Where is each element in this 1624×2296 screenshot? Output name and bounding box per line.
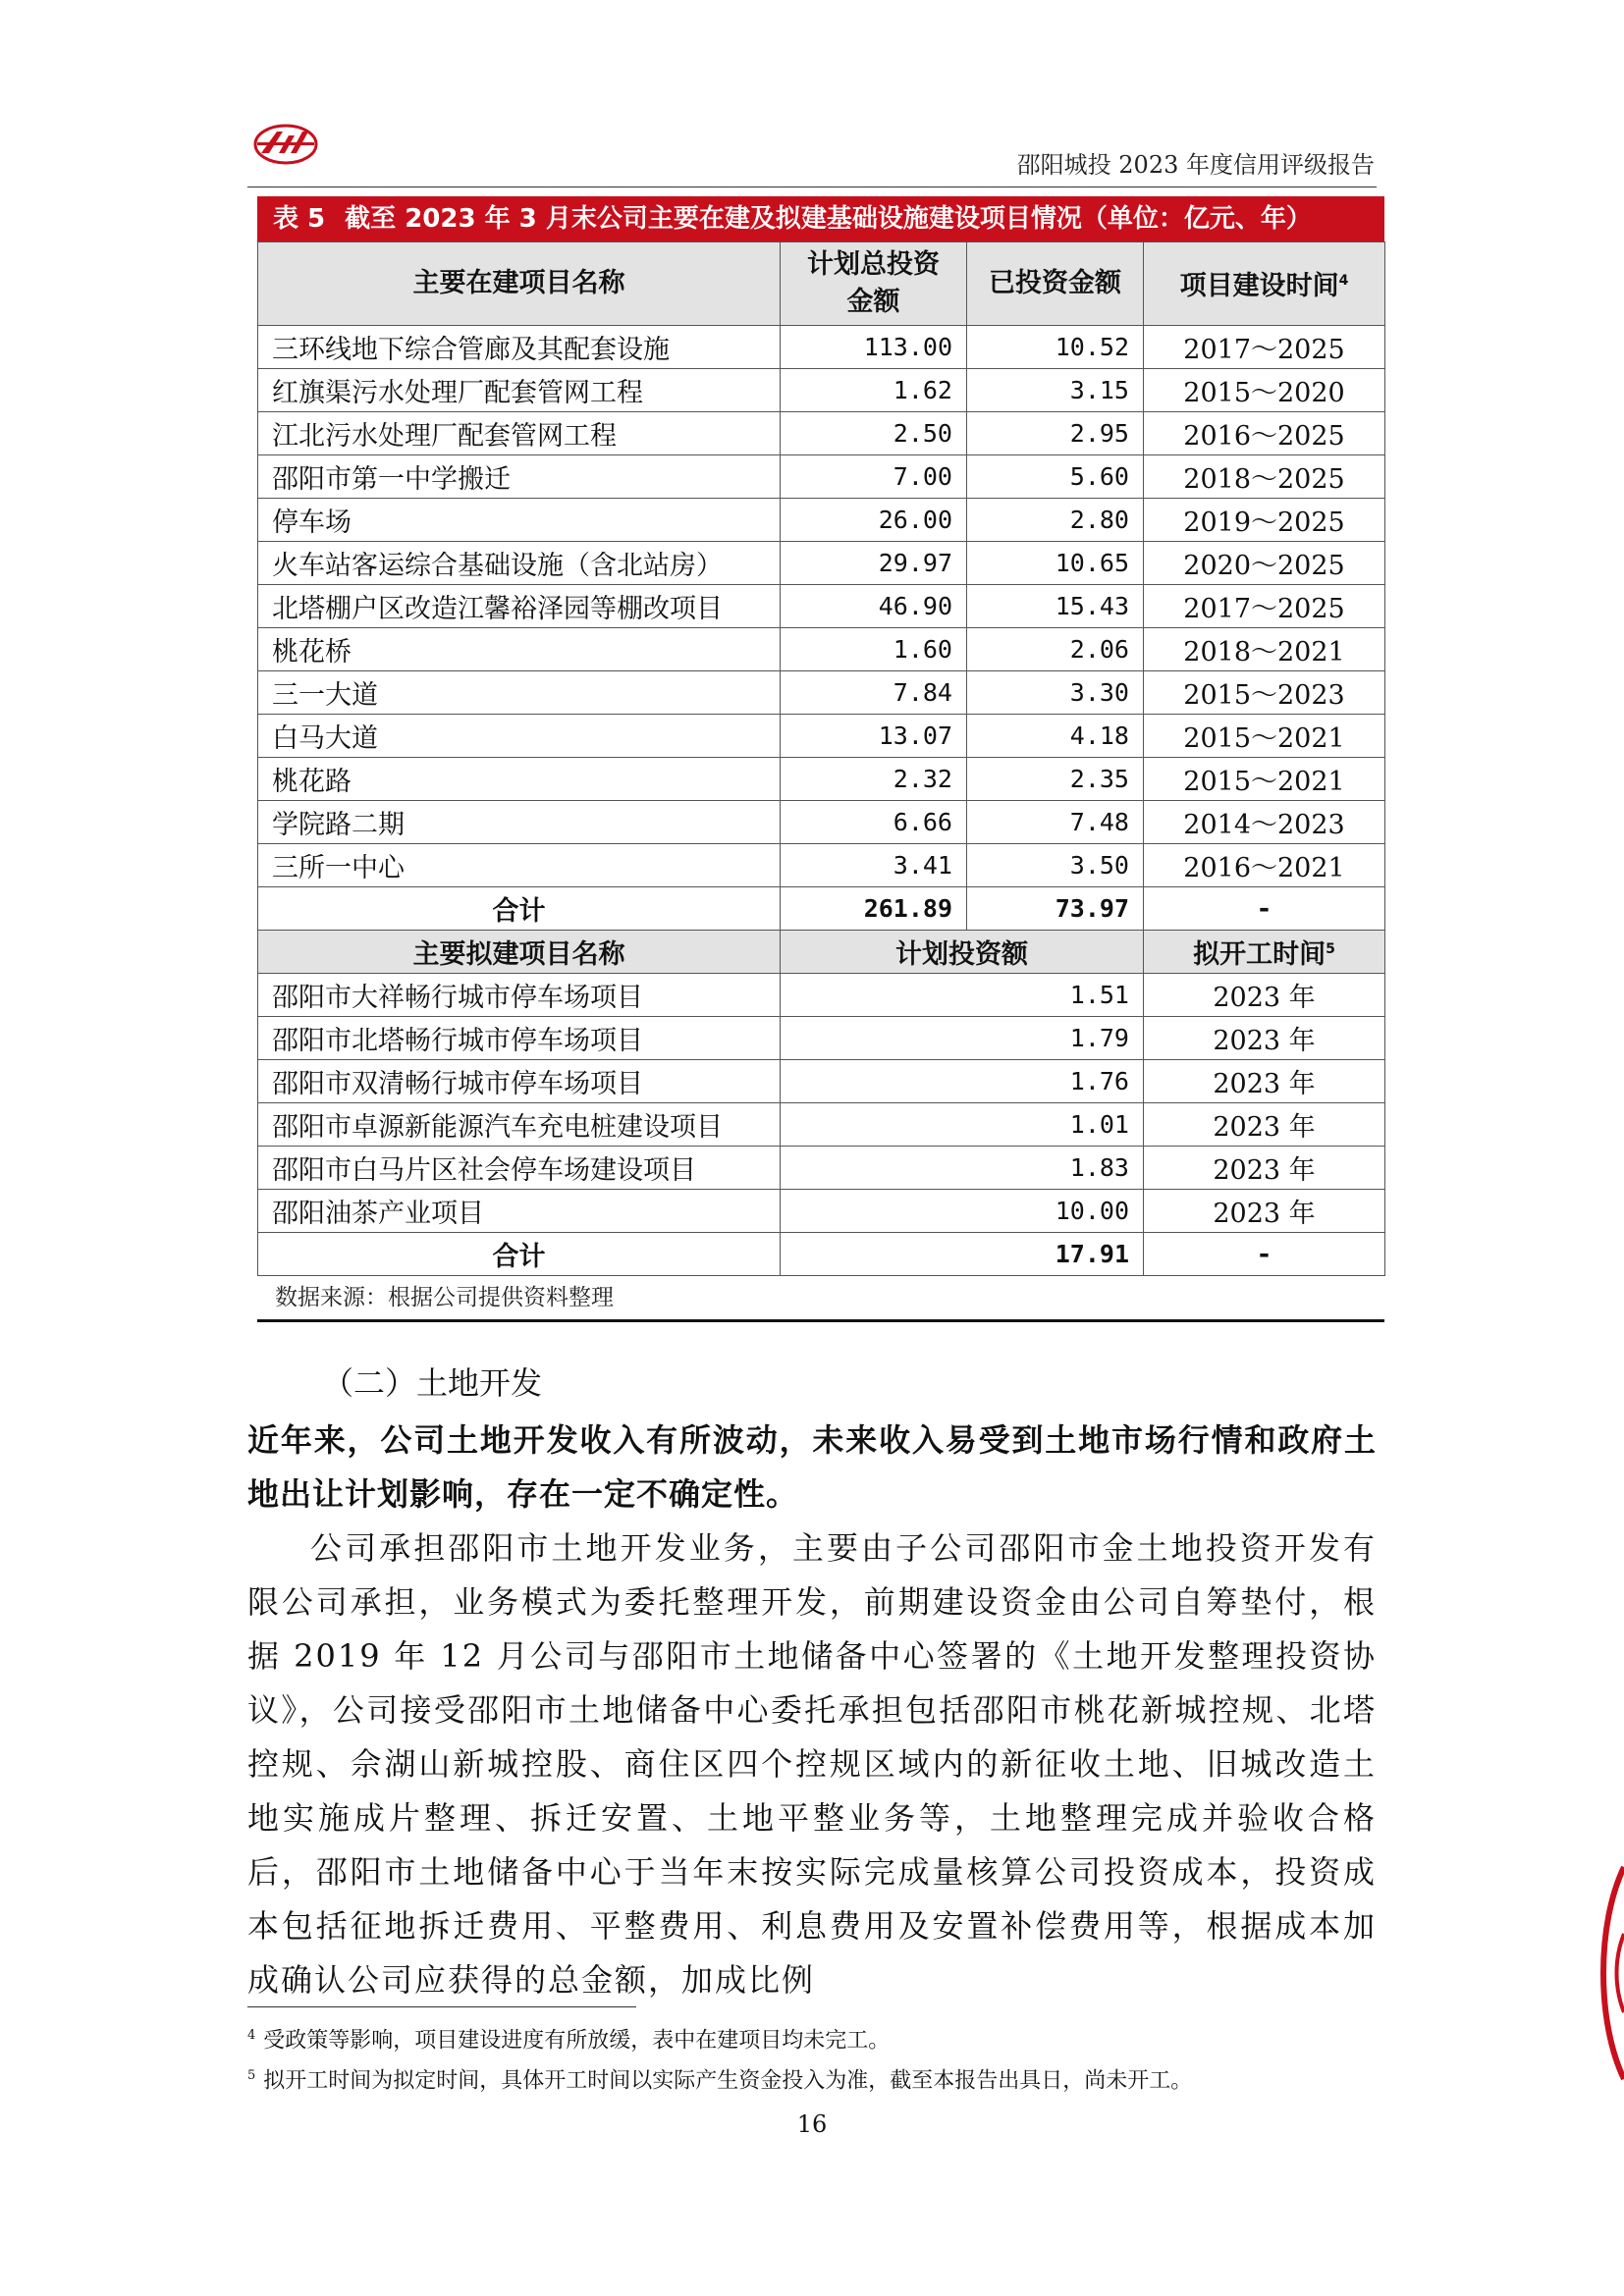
- planned-start-cell: 2023 年: [1144, 1103, 1385, 1147]
- footnote-mark: 4: [247, 2028, 256, 2043]
- planned-investment-cell: 1.76: [781, 1060, 1144, 1103]
- planned-start-cell: 2023 年: [1144, 1017, 1385, 1060]
- construction-row: [258, 412, 1385, 455]
- construction-period-cell: 2017～2025: [1144, 585, 1385, 628]
- planned-project-name-cell: 邵阳市白马片区社会停车场建设项目: [258, 1147, 781, 1190]
- project-name-cell: 火车站客运综合基础设施（含北站房）: [258, 542, 781, 585]
- planned-row: [258, 1190, 1385, 1233]
- planned-project-name-cell: 邵阳油茶产业项目: [258, 1190, 781, 1233]
- planned-row: [258, 1103, 1385, 1147]
- planned-investment-cell: 10.00: [781, 1190, 1144, 1233]
- planned-project-name-cell: 邵阳市北塔畅行城市停车场项目: [258, 1017, 781, 1060]
- planned-row: [258, 1060, 1385, 1103]
- table-caption-title: 截至 2023 年 3 月末公司主要在建及拟建基础设施建设项目情况（单位：亿元、年）: [345, 204, 1312, 234]
- construction-total-invested: 73.97: [967, 887, 1144, 931]
- construction-row: [258, 758, 1385, 801]
- construction-row: [258, 499, 1385, 542]
- footnote-item: [247, 2058, 1377, 2099]
- construction-total-label: 合计: [258, 887, 781, 931]
- invested-amount-cell: 4.18: [967, 715, 1144, 758]
- footnote-text: 受政策等影响，项目建设进度有所放缓，表中在建项目均未完工。: [263, 2028, 891, 2054]
- project-name-cell: 停车场: [258, 499, 781, 542]
- footnotes: [247, 2018, 1377, 2100]
- construction-period-cell: 2015～2023: [1144, 671, 1385, 715]
- header-planned-investment: 计划投资额: [781, 931, 1144, 974]
- footnote-divider: [247, 2006, 636, 2007]
- total-investment-cell: 113.00: [781, 326, 967, 369]
- project-name-cell: 北塔棚户区改造江馨裕泽园等棚改项目: [258, 585, 781, 628]
- project-name-cell: 桃花桥: [258, 628, 781, 671]
- total-investment-cell: 46.90: [781, 585, 967, 628]
- projects-table: [257, 196, 1384, 1322]
- invested-amount-cell: 10.65: [967, 542, 1144, 585]
- planned-investment-cell: 1.01: [781, 1103, 1144, 1147]
- planned-header-row: [258, 931, 1385, 974]
- construction-row: [258, 844, 1385, 887]
- report-header-title: 邵阳城投 2023 年度信用评级报告: [1016, 151, 1375, 179]
- invested-amount-cell: 2.95: [967, 412, 1144, 455]
- planned-row: [258, 1147, 1385, 1190]
- planned-start-cell: 2023 年: [1144, 1190, 1385, 1233]
- project-name-cell: 红旗渠污水处理厂配套管网工程: [258, 369, 781, 412]
- footnote-ref-4: 4: [1338, 273, 1349, 289]
- table-caption: [257, 196, 1384, 241]
- planned-start-cell: 2023 年: [1144, 974, 1385, 1017]
- construction-period-cell: 2017～2025: [1144, 326, 1385, 369]
- footnote-item: [247, 2018, 1377, 2058]
- header-construction-name: 主要在建项目名称: [258, 242, 781, 326]
- invested-amount-cell: 3.50: [967, 844, 1144, 887]
- invested-amount-cell: 7.48: [967, 801, 1144, 844]
- construction-period-cell: 2018～2021: [1144, 628, 1385, 671]
- planned-total-label: 合计: [258, 1233, 781, 1276]
- planned-investment-cell: 1.79: [781, 1017, 1144, 1060]
- invested-amount-cell: 2.35: [967, 758, 1144, 801]
- header-planned-start: [1144, 931, 1385, 974]
- summary-paragraph: 近年来，公司土地开发收入有所波动，未来收入易受到土地市场行情和政府土地出让计划影响，存在一定不确定性。: [247, 1421, 1377, 1513]
- invested-amount-cell: 5.60: [967, 455, 1144, 499]
- planned-investment-cell: 1.51: [781, 974, 1144, 1017]
- construction-row: [258, 801, 1385, 844]
- footnote-text: 拟开工时间为拟定时间，具体开工时间以实际产生资金投入为准，截至本报告出具日，尚未开工。: [263, 2068, 1193, 2094]
- planned-total-row: [258, 1233, 1385, 1276]
- planned-investment-cell: 1.83: [781, 1147, 1144, 1190]
- project-name-cell: 白马大道: [258, 715, 781, 758]
- construction-row: [258, 369, 1385, 412]
- total-investment-cell: 1.60: [781, 628, 967, 671]
- planned-row: [258, 1017, 1385, 1060]
- total-investment-cell: 13.07: [781, 715, 967, 758]
- header-total-investment-line1: 计划总投资: [807, 249, 940, 280]
- total-investment-cell: 26.00: [781, 499, 967, 542]
- construction-total-row: [258, 887, 1385, 931]
- construction-period-cell: 2016～2021: [1144, 844, 1385, 887]
- invested-amount-cell: 2.06: [967, 628, 1144, 671]
- construction-row: [258, 585, 1385, 628]
- project-name-cell: 三一大道: [258, 671, 781, 715]
- header-period: [1144, 242, 1385, 326]
- construction-period-cell: 2016～2025: [1144, 412, 1385, 455]
- construction-row: [258, 671, 1385, 715]
- total-investment-cell: 29.97: [781, 542, 967, 585]
- company-logo: [253, 124, 318, 165]
- planned-row: [258, 974, 1385, 1017]
- construction-header-row: [258, 242, 1385, 326]
- total-investment-cell: 1.62: [781, 369, 967, 412]
- construction-period-cell: 2015～2021: [1144, 758, 1385, 801]
- construction-period-cell: 2015～2020: [1144, 369, 1385, 412]
- project-name-cell: 邵阳市第一中学搬迁: [258, 455, 781, 499]
- invested-amount-cell: 15.43: [967, 585, 1144, 628]
- construction-period-cell: 2020～2025: [1144, 542, 1385, 585]
- construction-row: [258, 715, 1385, 758]
- construction-period-cell: 2018～2025: [1144, 455, 1385, 499]
- project-name-cell: 学院路二期: [258, 801, 781, 844]
- planned-total-start: -: [1144, 1233, 1385, 1276]
- construction-period-cell: 2015～2021: [1144, 715, 1385, 758]
- planned-total-investment: 17.91: [781, 1233, 1144, 1276]
- footnote-ref-5: 5: [1326, 941, 1335, 957]
- body-paragraph: 公司承担邵阳市土地开发业务，主要由子公司邵阳市金土地投资开发有限公司承担，业务模式为委托整理开发，前期建设资金由公司自筹垫付，根据 2019 年 12 月公司与邵阳市土地储备中心签署的《土地开发整理投资协议》，公司接受邵阳市土地储备中心委托承担包括邵阳市桃花新城控规、北塔控规、佘湖山新城控股、商住区四个控规区域内的新征收土地、旧城改造土地实施成片整理、拆迁安置、土地平整业务等，土地整理完成并验收合格后，邵阳市土地储备中心于当年末按实际完成量核算公司投资成本，投资成本包括征地拆迁费用、平整费用、利息费用及安置补偿费用等，根据成本加成确认公司应获得的总金额，加成比例: [247, 1529, 1377, 1999]
- project-name-cell: 三所一中心: [258, 844, 781, 887]
- construction-row: [258, 326, 1385, 369]
- construction-period-cell: 2014～2023: [1144, 801, 1385, 844]
- header-planned-start-label: 拟开工时间: [1193, 939, 1326, 970]
- total-investment-cell: 3.41: [781, 844, 967, 887]
- planned-project-name-cell: 邵阳市卓源新能源汽车充电桩建设项目: [258, 1103, 781, 1147]
- table-source-note: 数据来源：根据公司提供资料整理: [257, 1276, 1384, 1322]
- total-investment-cell: 7.84: [781, 671, 967, 715]
- total-investment-cell: 2.50: [781, 412, 967, 455]
- section-heading: （二）土地开发: [322, 1364, 543, 1402]
- page-number: 16: [796, 2110, 828, 2138]
- construction-row: [258, 455, 1385, 499]
- header-period-label: 项目建设时间: [1179, 271, 1339, 301]
- project-name-cell: 江北污水处理厂配套管网工程: [258, 412, 781, 455]
- total-investment-cell: 6.66: [781, 801, 967, 844]
- construction-total-period: -: [1144, 887, 1385, 931]
- total-investment-cell: 7.00: [781, 455, 967, 499]
- planned-start-cell: 2023 年: [1144, 1147, 1385, 1190]
- invested-amount-cell: 10.52: [967, 326, 1144, 369]
- table-caption-label: 表 5: [273, 204, 326, 234]
- project-name-cell: 桃花路: [258, 758, 781, 801]
- project-name-cell: 三环线地下综合管廊及其配套设施: [258, 326, 781, 369]
- seal-stamp-edge: [1593, 1865, 1624, 2081]
- header-total-investment: [781, 242, 967, 326]
- invested-amount-cell: 3.30: [967, 671, 1144, 715]
- planned-project-name-cell: 邵阳市双清畅行城市停车场项目: [258, 1060, 781, 1103]
- construction-row: [258, 542, 1385, 585]
- construction-row: [258, 628, 1385, 671]
- construction-total-investment: 261.89: [781, 887, 967, 931]
- projects-grid: [257, 241, 1385, 1276]
- planned-start-cell: 2023 年: [1144, 1060, 1385, 1103]
- header-invested: 已投资金额: [967, 242, 1144, 326]
- invested-amount-cell: 2.80: [967, 499, 1144, 542]
- header-total-investment-line2: 金额: [846, 287, 900, 317]
- footnote-mark: 5: [247, 2068, 256, 2084]
- total-investment-cell: 2.32: [781, 758, 967, 801]
- construction-period-cell: 2019～2025: [1144, 499, 1385, 542]
- invested-amount-cell: 3.15: [967, 369, 1144, 412]
- header-planned-name: 主要拟建项目名称: [258, 931, 781, 974]
- planned-project-name-cell: 邵阳市大祥畅行城市停车场项目: [258, 974, 781, 1017]
